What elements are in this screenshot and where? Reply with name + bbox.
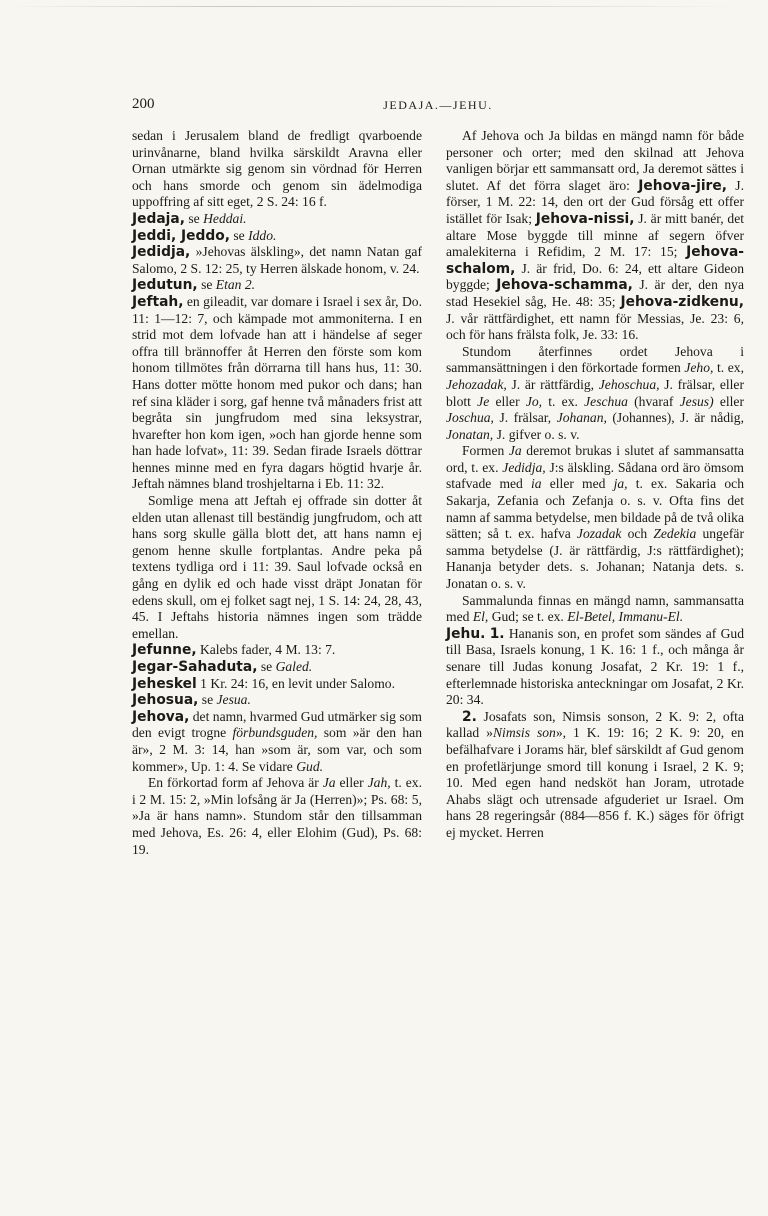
headword: Jehosua,	[132, 692, 199, 709]
entry-jeddi: Jeddi, Jeddo, se Iddo.	[132, 227, 277, 244]
entry-jedaja: Jedaja, se Heddai.	[132, 210, 247, 227]
entry-jeheskel: Jeheskel 1 Kr. 24: 16, en levit under Salomo.	[132, 675, 395, 692]
headword: Jehova-schalom,	[446, 244, 744, 277]
paragraph-somlige: Somlige mena att Jeftah ej offrade sin dotter åt elden utan allenast till beständig jungfrudom, och att hans sorg skulle gälla blott det, att hans namn ej genom henne skulle fortplantas. Andre peka på textens tydliga ord i 11: 39. Saul lofvade också en gång en dylik ed och hade visst dräpt Jonatan för edens skull, om ej folket sagt nej, 1 S. 14: 24, 28, 43, 45. I Jeftahs historia nämnes ingen som trädde emellan.	[132, 493, 422, 641]
entry-jehova: Jehova, det namn, hvarmed Gud utmärker sig som den evigt trogne förbundsguden, som »är den han är», 2 M. 3: 14, han »som är, som var, och som kommer», Up. 1: 4. Se vidare Gud.	[132, 708, 422, 774]
entry-jefunne: Jefunne, Kalebs fader, 4 M. 13: 7.	[132, 642, 336, 659]
headword: Jeheskel	[132, 675, 197, 692]
headword: Jeddi, Jeddo,	[132, 227, 230, 244]
paragraph-formen-ja: Formen Ja deremot brukas i slutet af sammansatta ord, t. ex. Jedidja, J:s älskling. Sådana ord äro ömsom stafvade med ia eller med ja, t. ex. Sakaria och Sakarja, Zefania och Zefanja o. s. v. Ofta fins det namn af samma betydelse, men bildade på de två olika sätten; så t. ex. hafva Jozadak och Zedekia ungefär samma betydelse (J. är rättfärdig, J:s rättfärdighet); Hananja betyder dets. s. Johanan; Natanja dets. s. Jonatan o. s. v.	[446, 443, 745, 592]
left-column	[132, 128, 422, 858]
cross-reference: Etan 2.	[215, 277, 256, 293]
entry-jehu: Jehu. 1. Hananis son, en profet som sändes af Gud till Basa, Israels konung, 1 K. 16: 1 f., och många år senare till Judas konung Josafat, 2 Kr. 19: 1 f., efterlemnade historiska anteckningar om Josafat, 2 Kr. 20: 34.	[446, 625, 744, 708]
continued-paragraph: sedan i Jerusalem bland de fredligt qvarboende urinvånarne, bland hvilka särskildt Aravna eller Ornan utmärkte sig genom sin vördnad för Herren och hans smorde och genom sin ädelmodiga uppoffring af sitt eget, 2 S. 24: 16 f.	[132, 128, 422, 210]
entry-jegar-sahaduta: Jegar-Sahaduta, se Galed.	[132, 659, 313, 675]
scan-edge-mark	[10, 6, 740, 7]
headword: Jehova,	[132, 708, 190, 725]
paragraph-sammalunda: Sammalunda finnas en mängd namn, sammansatta med El, Gud; se t. ex. El-Betel, Immanu-El.	[446, 592, 744, 625]
headword: Jedidja,	[132, 244, 191, 261]
headword: Jehu.	[446, 625, 486, 642]
running-head: JEDAJA.—JEHU.	[383, 98, 493, 112]
entry-jehosua: Jehosua, se Jesua.	[132, 692, 251, 709]
cross-reference: Galed.	[275, 659, 313, 674]
headword: Jehova-jire,	[638, 177, 727, 194]
headword: Jefunne,	[132, 642, 197, 659]
headword: Jehova-zidkenu,	[620, 293, 744, 310]
headword: Jeftah,	[132, 293, 184, 310]
paragraph-af-jehova: Af Jehova och Ja bildas en mängd namn för både personer och orter; med den skilnad att Jehova vanligen börjar ett sammansatt ord, Ja deremot sättes i slutet. Af det förra slaget äro: Jehova-jire, J. förser, 1 M. 22: 14, den ort der Gud försåg ett offer istället för Isak; Jehova-nissi, J. är mitt banér, det altare Mose byggde till minne af segern öfver amalekiterna i Refidim, 2 M. 17: 15; Jehova-schalom, J. är frid, Do. 6: 24, ett altare Gideon byggde; Jehova-schamma, J. är der, den nya stad Hesekiel såg, He. 48: 35; Jehova-zidkenu, J. vår rättfärdighet, ett namn för Messias, Je. 23: 6, och för hans frälsta folk, Je. 33: 16.	[446, 128, 744, 343]
sense-number: 2.	[462, 708, 477, 725]
headword: Jegar-Sahaduta,	[132, 659, 258, 675]
cross-reference: Gud.	[296, 758, 324, 774]
entry-jedidja: Jedidja, »Jehovas älskling», det namn Natan gaf Salomo, 2 S. 12: 25, ty Herren älskade honom, v. 24.	[132, 244, 422, 276]
headword: Jehova-nissi,	[535, 210, 635, 227]
cross-reference: Iddo.	[248, 227, 277, 243]
paragraph-forkortad-form: En förkortad form af Jehova är Ja eller Jah, t. ex. i 2 M. 15: 2, »Min lofsång är Ja (Herren)»; Ps. 68: 5, »Ja är hans namn». Stundom står den tillsamman med Jehova, Es. 26: 4, eller Elohim (Gud), Ps. 68: 19.	[132, 775, 422, 857]
page-number: 200	[132, 96, 155, 112]
headword: Jedaja,	[132, 210, 185, 227]
cross-reference: Heddai.	[203, 210, 247, 226]
right-column	[446, 128, 744, 842]
page-header	[132, 96, 744, 118]
paragraph-stundom: Stundom återfinnes ordet Jehova i sammansättningen i den förkortade formen Jeho, t. ex, Jehozadak, J. är rättfärdig, Jehoschua, J. frälsar, eller blott Je eller Jo, t. ex. Jeschua (hvaraf Jesus) eller Joschua, J. frälsar, Johanan, (Johannes), J. är nådig, Jonatan, J. gifver o. s. v.	[446, 343, 745, 442]
entry-jeftah: Jeftah, en gileadit, var domare i Israel i sex år, Do. 11: 1—12: 7, och kämpade mot ammoniterna. I en strid mot dem lofvade han att i händelse af seger offra till brännoffer åt Herren den förste som kom honom tillmötes från dörrarna till hans hus, 11: 30. Hans dotter mötte honom med pukor och dans; han ref sina kläder i sorg, gaf henne två månaders frist att begråta sin jungfrudom med sina leksystrar, hvarefter hon kom igen, »och han gjorde henne som han hade lofvat», 11: 39. Sedan firade Israels döttrar hennes minne med en fyra dagars högtid hvarje år. Jeftah nämnes bland troshjeltarna i Eb. 11: 32.	[132, 293, 422, 492]
entry-jehu-sense-2: 2. Josafats son, Nimsis sonson, 2 K. 9: 2, ofta kallad »Nimsis son», 1 K. 19: 16; 2 K. 9: 20, en befälhafvare i Jorams här, blef särskildt af Gud genom en profetlärjunge smord till konung i Israel, 2 K. 9; 10. Med egen hand nedsköt han Joram, utrotade Ahabs slägt och utrensade afguderiet ur Israel. Om hans 28 regeringsår (884—856 f. K.) säges för öfrigt ej mycket. Herren	[446, 708, 744, 840]
sense-number: 1.	[489, 625, 505, 642]
headword: Jehova-schamma,	[496, 277, 633, 294]
cross-reference: Jesua.	[216, 692, 251, 708]
headword: Jedutun,	[132, 277, 198, 294]
entry-jedutun: Jedutun, se Etan 2.	[132, 277, 256, 294]
